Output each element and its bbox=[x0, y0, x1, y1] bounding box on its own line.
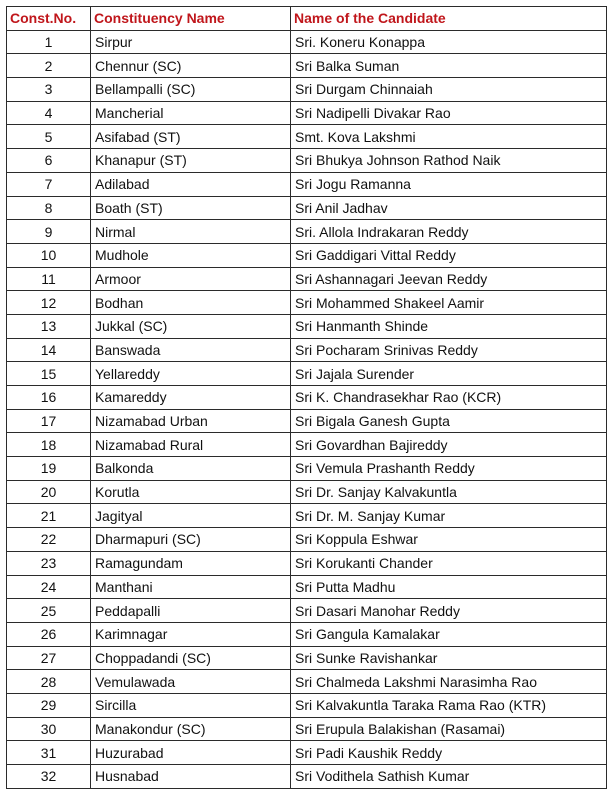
constituency-name-cell: Manthani bbox=[91, 575, 291, 599]
table-row bbox=[7, 386, 607, 410]
constituency-name-cell: Nizamabad Urban bbox=[91, 409, 291, 433]
constituency-name-cell: Boath (ST) bbox=[91, 196, 291, 220]
table-row bbox=[7, 693, 607, 717]
table-row bbox=[7, 551, 607, 575]
candidate-name-cell: Sri Anil Jadhav bbox=[291, 196, 607, 220]
table-row bbox=[7, 457, 607, 481]
const-no-cell: 29 bbox=[7, 693, 91, 717]
const-no-cell: 5 bbox=[7, 125, 91, 149]
candidate-name-cell: Sri K. Chandrasekhar Rao (KCR) bbox=[291, 386, 607, 410]
candidate-name-cell: Sri Padi Kaushik Reddy bbox=[291, 741, 607, 765]
candidate-name-cell: Sri Dr. Sanjay Kalvakuntla bbox=[291, 480, 607, 504]
candidate-name-cell: Sri. Koneru Konappa bbox=[291, 30, 607, 54]
constituency-name-cell: Kamareddy bbox=[91, 386, 291, 410]
constituency-name-cell: Banswada bbox=[91, 338, 291, 362]
candidate-name-cell: Sri Pocharam Srinivas Reddy bbox=[291, 338, 607, 362]
candidate-name-cell: Sri. Allola Indrakaran Reddy bbox=[291, 220, 607, 244]
const-no-cell: 8 bbox=[7, 196, 91, 220]
table-row bbox=[7, 149, 607, 173]
table-row bbox=[7, 504, 607, 528]
table-row bbox=[7, 670, 607, 694]
candidate-name-cell: Sri Chalmeda Lakshmi Narasimha Rao bbox=[291, 670, 607, 694]
const-no-cell: 31 bbox=[7, 741, 91, 765]
candidate-name-cell: Sri Gaddigari Vittal Reddy bbox=[291, 243, 607, 267]
const-no-cell: 23 bbox=[7, 551, 91, 575]
candidate-name-cell: Sri Durgam Chinnaiah bbox=[291, 78, 607, 102]
const-no-cell: 22 bbox=[7, 528, 91, 552]
const-no-cell: 16 bbox=[7, 386, 91, 410]
table-row bbox=[7, 30, 607, 54]
const-no-cell: 24 bbox=[7, 575, 91, 599]
header-constituency-name: Constituency Name bbox=[91, 7, 291, 31]
table-row bbox=[7, 267, 607, 291]
candidate-name-cell: Sri Jogu Ramanna bbox=[291, 172, 607, 196]
table-row bbox=[7, 54, 607, 78]
const-no-cell: 7 bbox=[7, 172, 91, 196]
table-row bbox=[7, 717, 607, 741]
const-no-cell: 28 bbox=[7, 670, 91, 694]
table-body bbox=[7, 30, 607, 788]
const-no-cell: 13 bbox=[7, 314, 91, 338]
const-no-cell: 19 bbox=[7, 457, 91, 481]
constituency-name-cell: Korutla bbox=[91, 480, 291, 504]
candidate-name-cell: Sri Govardhan Bajireddy bbox=[291, 433, 607, 457]
candidate-name-cell: Sri Korukanti Chander bbox=[291, 551, 607, 575]
table-row bbox=[7, 646, 607, 670]
const-no-cell: 20 bbox=[7, 480, 91, 504]
const-no-cell: 18 bbox=[7, 433, 91, 457]
candidates-table bbox=[6, 6, 607, 789]
const-no-cell: 32 bbox=[7, 765, 91, 789]
constituency-name-cell: Dharmapuri (SC) bbox=[91, 528, 291, 552]
constituency-name-cell: Manakondur (SC) bbox=[91, 717, 291, 741]
constituency-name-cell: Balkonda bbox=[91, 457, 291, 481]
candidate-name-cell: Sri Sunke Ravishankar bbox=[291, 646, 607, 670]
candidate-name-cell: Sri Erupula Balakishan (Rasamai) bbox=[291, 717, 607, 741]
candidate-name-cell: Sri Dr. M. Sanjay Kumar bbox=[291, 504, 607, 528]
constituency-name-cell: Nizamabad Rural bbox=[91, 433, 291, 457]
table-row bbox=[7, 433, 607, 457]
constituency-name-cell: Bellampalli (SC) bbox=[91, 78, 291, 102]
constituency-name-cell: Asifabad (ST) bbox=[91, 125, 291, 149]
constituency-name-cell: Jagityal bbox=[91, 504, 291, 528]
candidate-name-cell: Sri Jajala Surender bbox=[291, 362, 607, 386]
const-no-cell: 3 bbox=[7, 78, 91, 102]
const-no-cell: 26 bbox=[7, 622, 91, 646]
constituency-name-cell: Mancherial bbox=[91, 101, 291, 125]
constituency-name-cell: Peddapalli bbox=[91, 599, 291, 623]
candidate-name-cell: Sri Mohammed Shakeel Aamir bbox=[291, 291, 607, 315]
candidate-name-cell: Sri Bigala Ganesh Gupta bbox=[291, 409, 607, 433]
constituency-name-cell: Ramagundam bbox=[91, 551, 291, 575]
constituency-name-cell: Adilabad bbox=[91, 172, 291, 196]
constituency-name-cell: Huzurabad bbox=[91, 741, 291, 765]
table-row bbox=[7, 480, 607, 504]
table-row bbox=[7, 528, 607, 552]
constituency-name-cell: Yellareddy bbox=[91, 362, 291, 386]
header-row bbox=[7, 7, 607, 31]
const-no-cell: 12 bbox=[7, 291, 91, 315]
candidate-name-cell: Sri Vemula Prashanth Reddy bbox=[291, 457, 607, 481]
constituency-name-cell: Husnabad bbox=[91, 765, 291, 789]
constituency-name-cell: Mudhole bbox=[91, 243, 291, 267]
table-row bbox=[7, 622, 607, 646]
candidate-name-cell: Sri Bhukya Johnson Rathod Naik bbox=[291, 149, 607, 173]
constituency-name-cell: Bodhan bbox=[91, 291, 291, 315]
constituency-name-cell: Jukkal (SC) bbox=[91, 314, 291, 338]
constituency-name-cell: Vemulawada bbox=[91, 670, 291, 694]
table-row bbox=[7, 196, 607, 220]
const-no-cell: 9 bbox=[7, 220, 91, 244]
const-no-cell: 27 bbox=[7, 646, 91, 670]
constituency-name-cell: Chennur (SC) bbox=[91, 54, 291, 78]
table-row bbox=[7, 599, 607, 623]
const-no-cell: 17 bbox=[7, 409, 91, 433]
candidate-name-cell: Sri Ashannagari Jeevan Reddy bbox=[291, 267, 607, 291]
const-no-cell: 10 bbox=[7, 243, 91, 267]
table-row bbox=[7, 125, 607, 149]
candidate-name-cell: Sri Putta Madhu bbox=[291, 575, 607, 599]
table-row bbox=[7, 243, 607, 267]
constituency-name-cell: Karimnagar bbox=[91, 622, 291, 646]
candidate-name-cell: Sri Nadipelli Divakar Rao bbox=[291, 101, 607, 125]
table-row bbox=[7, 362, 607, 386]
constituency-name-cell: Khanapur (ST) bbox=[91, 149, 291, 173]
table-row bbox=[7, 78, 607, 102]
table-row bbox=[7, 172, 607, 196]
table-row bbox=[7, 220, 607, 244]
const-no-cell: 2 bbox=[7, 54, 91, 78]
const-no-cell: 15 bbox=[7, 362, 91, 386]
constituency-name-cell: Sirpur bbox=[91, 30, 291, 54]
candidate-name-cell: Sri Vodithela Sathish Kumar bbox=[291, 765, 607, 789]
table-row bbox=[7, 338, 607, 362]
table-row bbox=[7, 409, 607, 433]
table-row bbox=[7, 314, 607, 338]
constituency-name-cell: Choppadandi (SC) bbox=[91, 646, 291, 670]
candidate-name-cell: Sri Balka Suman bbox=[291, 54, 607, 78]
table-row bbox=[7, 101, 607, 125]
header-candidate-name: Name of the Candidate bbox=[291, 7, 607, 31]
candidate-name-cell: Sri Dasari Manohar Reddy bbox=[291, 599, 607, 623]
const-no-cell: 4 bbox=[7, 101, 91, 125]
const-no-cell: 30 bbox=[7, 717, 91, 741]
constituency-name-cell: Sircilla bbox=[91, 693, 291, 717]
candidate-name-cell: Sri Gangula Kamalakar bbox=[291, 622, 607, 646]
table-row bbox=[7, 291, 607, 315]
table-row bbox=[7, 765, 607, 789]
candidate-name-cell: Sri Koppula Eshwar bbox=[291, 528, 607, 552]
table-row bbox=[7, 741, 607, 765]
const-no-cell: 25 bbox=[7, 599, 91, 623]
candidate-name-cell: Sri Hanmanth Shinde bbox=[291, 314, 607, 338]
header-const-no: Const.No. bbox=[7, 7, 91, 31]
table-row bbox=[7, 575, 607, 599]
constituency-name-cell: Nirmal bbox=[91, 220, 291, 244]
candidate-name-cell: Sri Kalvakuntla Taraka Rama Rao (KTR) bbox=[291, 693, 607, 717]
const-no-cell: 11 bbox=[7, 267, 91, 291]
table-header bbox=[7, 7, 607, 31]
const-no-cell: 21 bbox=[7, 504, 91, 528]
constituency-name-cell: Armoor bbox=[91, 267, 291, 291]
const-no-cell: 14 bbox=[7, 338, 91, 362]
const-no-cell: 6 bbox=[7, 149, 91, 173]
const-no-cell: 1 bbox=[7, 30, 91, 54]
candidate-name-cell: Smt. Kova Lakshmi bbox=[291, 125, 607, 149]
